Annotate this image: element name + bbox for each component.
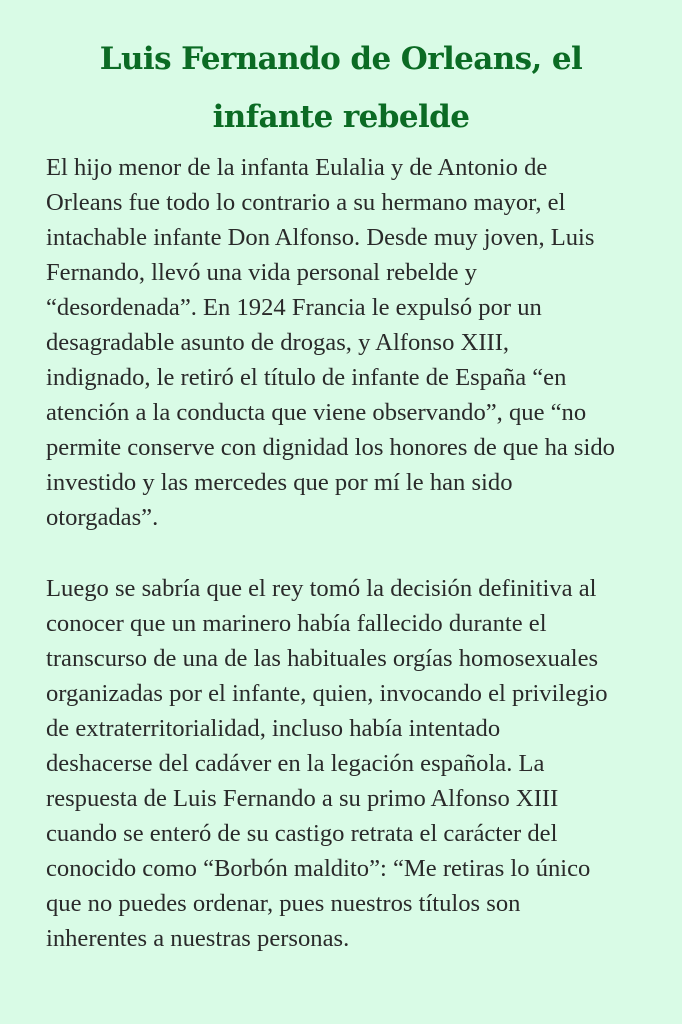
text-line: de extraterritorialidad, incluso había intentado (46, 715, 501, 742)
text-line: atención a la conducta que viene observando”, que “no (46, 399, 587, 426)
text-line: transcurso de una de las habituales orgías homosexuales (46, 645, 599, 672)
text-line: Luego se sabría que el rey tomó la decisión definitiva al (46, 575, 597, 602)
paragraph-1 (46, 150, 636, 535)
article-title (46, 30, 636, 146)
text-line: intachable infante Don Alfonso. Desde muy joven, Luis (46, 224, 595, 251)
text-line: El hijo menor de la infanta Eulalia y de Antonio de (46, 154, 548, 181)
title-line: infante rebelde (212, 99, 470, 135)
text-line: permite conserve con dignidad los honores de que ha sido (46, 434, 615, 461)
text-line: respuesta de Luis Fernando a su primo Alfonso XIII (46, 785, 559, 812)
text-line: cuando se enteró de su castigo retrata el carácter del (46, 820, 558, 847)
text-line: conocido como “Borbón maldito”: “Me retiras lo único (46, 855, 591, 882)
paragraph-2 (46, 571, 636, 956)
text-line: desagradable asunto de drogas, y Alfonso XIII, (46, 329, 510, 356)
text-line: Orleans fue todo lo contrario a su hermano mayor, el (46, 189, 566, 216)
text-line: Fernando, llevó una vida personal rebelde y (46, 259, 477, 286)
title-line: Luis Fernando de Orleans, el (99, 41, 583, 77)
text-line: indignado, le retiró el título de infante de España “en (46, 364, 567, 391)
text-line: investido y las mercedes que por mí le han sido (46, 469, 513, 496)
text-line: conocer que un marinero había fallecido durante el (46, 610, 547, 637)
text-line: que no puedes ordenar, pues nuestros títulos son (46, 890, 521, 917)
text-line: deshacerse del cadáver en la legación española. La (46, 750, 545, 777)
text-line: “desordenada”. En 1924 Francia le expulsó por un (46, 294, 542, 321)
text-line: organizadas por el infante, quien, invocando el privilegio (46, 680, 608, 707)
text-line: otorgadas”. (46, 504, 159, 531)
text-line: inherentes a nuestras personas. (46, 925, 350, 952)
